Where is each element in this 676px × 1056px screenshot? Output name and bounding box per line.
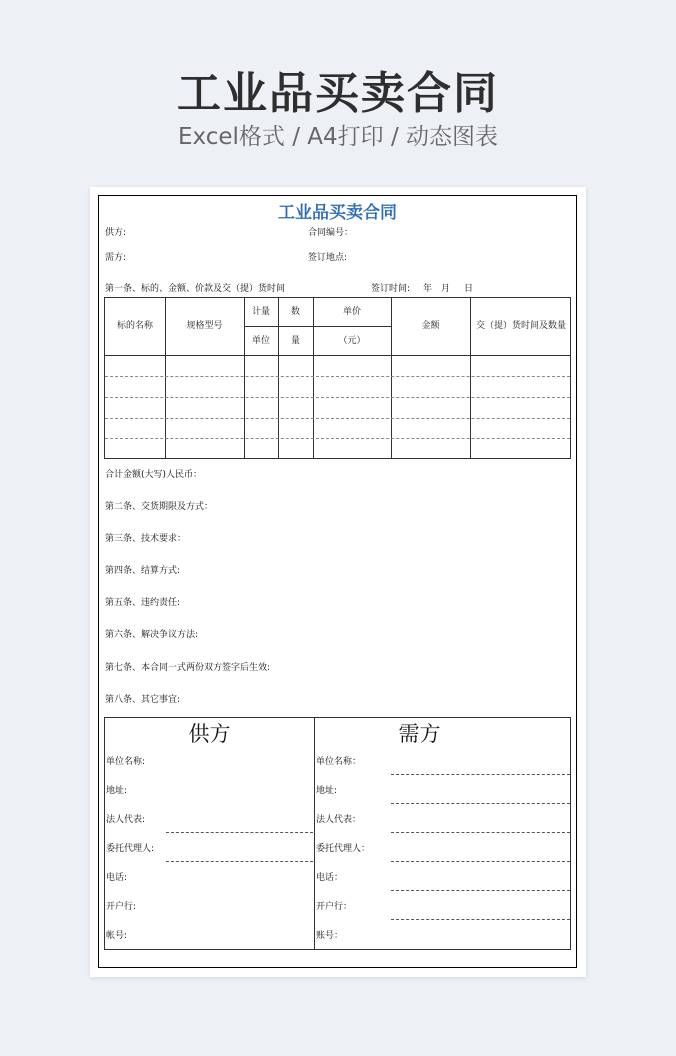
clause-5: 第五条、违约责任: [105, 598, 181, 608]
hero-subtitle: Excel格式 / A4打印 / 动态图表 [177, 124, 499, 150]
col-unit-top: 计量 [251, 307, 270, 317]
supplier-heading: 供方 [188, 722, 231, 746]
signature-table [104, 717, 571, 950]
buyer-phone: 电话： [316, 873, 344, 883]
col-qty-bottom: 量 [290, 336, 300, 346]
clause-6: 第六条、解决争议方法: [105, 630, 199, 640]
clause-7: 第七条、本合同一式两份双方签字后生效: [105, 663, 271, 673]
product-table [104, 297, 571, 459]
buyer-address: 地址: [316, 786, 338, 796]
sign-time-label: 签订时间: [371, 284, 411, 294]
col-delivery: 交（提）货时间及数量 [475, 321, 566, 331]
clause-8: 第八条、其它事宜: [105, 695, 181, 705]
supplier-phone: 电话: [106, 873, 128, 883]
contract-no-label: 合同编号： [308, 228, 354, 238]
col-price-bottom: （元） [338, 336, 366, 346]
buyer-agent: 委托代理人： [316, 844, 371, 854]
buyer-legal-rep: 法人代表： [316, 815, 362, 825]
col-price-top: 单价 [342, 307, 361, 317]
hero-title: 工业品买卖合同 [177, 68, 499, 119]
clause-3: 第三条、技术要求： [105, 534, 187, 544]
supplier-label: 供方: [105, 228, 127, 238]
supplier-bank: 开户行: [106, 902, 137, 912]
sign-time-day: 日 [464, 284, 474, 294]
buyer-unit-name: 单位名称： [316, 757, 362, 767]
buyer-bank: 开户行： [316, 902, 353, 912]
col-spec: 规格型号 [186, 321, 223, 331]
clause-4: 第四条、结算方式: [105, 566, 181, 576]
sheet-frame [98, 195, 577, 968]
clause-2: 第二条、交货期限及方式： [105, 502, 214, 512]
sign-time-month: 月 [441, 284, 451, 294]
supplier-agent: 委托代理人: [106, 844, 155, 854]
supplier-address: 地址: [106, 786, 128, 796]
contract-sheet [90, 187, 586, 977]
total-amount-label: 合计金额(大写)人民币： [105, 470, 203, 480]
buyer-label: 需方: [105, 253, 127, 263]
supplier-unit-name: 单位名称: [106, 757, 146, 767]
document-title: 工业品买卖合同 [278, 203, 397, 223]
col-qty-top: 数 [290, 307, 300, 317]
supplier-legal-rep: 法人代表: [106, 815, 146, 825]
buyer-account: 账号： [316, 931, 344, 941]
clause-1: 第一条、标的、金额、价款及交（提）货时间 [105, 284, 286, 294]
col-unit-bottom: 单位 [251, 336, 270, 346]
buyer-heading: 需方 [398, 722, 441, 746]
col-item-name: 标的名称 [116, 321, 153, 331]
supplier-account: 帐号: [106, 931, 128, 941]
col-amount: 金额 [421, 321, 440, 331]
sign-time-year: 年 [423, 284, 433, 294]
sign-place-label: 签订地点: [308, 253, 348, 263]
